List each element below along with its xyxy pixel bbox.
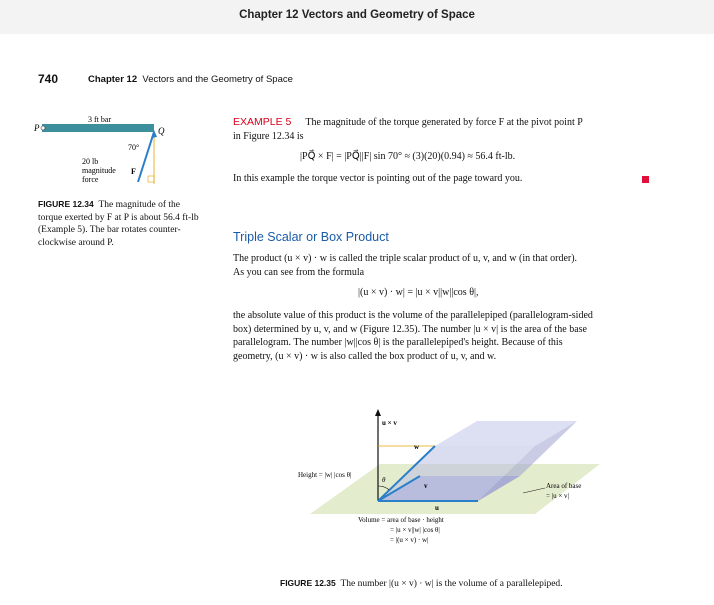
torque-equation: |PQ⃗ × F| = |PQ⃗||F| sin 70° ≈ (3)(20)(0.94) ≈ 56.4 ft-lb.	[300, 151, 516, 162]
figure-12-35-caption-text: The number |(u × v) · w| is the volume of a parallelepiped.	[340, 579, 563, 589]
force-desc-2: force	[82, 175, 99, 184]
cross-product-arrowhead	[375, 409, 381, 416]
u-label: u	[435, 504, 439, 512]
paragraph-line: the absolute value of this product is the volume of the parallelepiped (parallelogram-sided	[233, 310, 593, 321]
figure-12-34	[30, 114, 170, 194]
uxv-label: u × v	[382, 419, 397, 427]
paragraph-line: The product (u × v) · w is called the triple scalar product of u, v, and w (in that order).	[233, 253, 578, 264]
page-number: 740	[38, 72, 59, 86]
caption-line: (Example 5). The bar rotates counter-	[38, 225, 181, 235]
point-q-label: Q	[158, 126, 165, 136]
section-paragraph-2	[233, 309, 651, 363]
force-vector	[138, 132, 154, 182]
example-end-marker	[642, 176, 649, 183]
force-value: 20 lb	[82, 157, 99, 166]
document-title: Chapter 12 Vectors and Geometry of Space	[239, 9, 475, 21]
parallelepiped-top	[435, 421, 577, 446]
figure-12-35-label: FIGURE 12.35	[280, 578, 336, 588]
example-text: The magnitude of the torque generated by force F at the pivot point P	[305, 117, 583, 128]
figure-12-34-caption	[38, 198, 218, 249]
right-angle-mark	[148, 176, 154, 182]
example-label: EXAMPLE 5	[233, 116, 292, 128]
box-product-formula: |(u × v) · w| = |u × v||w||cos θ|,	[358, 287, 479, 298]
example-text: in Figure 12.34 is	[233, 130, 304, 142]
force-symbol: F	[131, 167, 136, 176]
caption-line: clockwise around P.	[38, 237, 114, 248]
paragraph-line: geometry, (u × v) · w is also called the box product of u, v, and w.	[233, 350, 497, 362]
section-paragraph-1	[233, 252, 651, 279]
figure-12-35-caption	[280, 577, 680, 591]
chapter-title: Vectors and the Geometry of Space	[142, 74, 293, 85]
point-p-label: P	[34, 123, 40, 133]
bar-label: 3 ft bar	[88, 115, 112, 124]
caption-line: torque exerted by F at P is about 56.4 ft-lb	[38, 212, 199, 223]
figure-12-35	[290, 404, 610, 544]
page[interactable]	[0, 34, 714, 605]
figure-12-34-label: FIGURE 12.34	[38, 199, 94, 209]
example-conclusion: In this example the torque vector is pointing out of the page toward you.	[233, 173, 523, 184]
paragraph-line: As you can see from the formula	[233, 266, 365, 278]
volume-line-3: = |(u × v) · w|	[390, 536, 429, 544]
v-label: v	[424, 482, 428, 490]
section-heading: Triple Scalar or Box Product	[233, 230, 389, 244]
angle-label: 70°	[128, 143, 140, 152]
volume-line-1: Volume = area of base · height	[358, 516, 444, 524]
running-header	[88, 74, 293, 85]
paragraph-line: box) determined by u, v, and w (Figure 12.35). The number |u × v| is the area of the base	[233, 323, 587, 335]
theta-label: θ	[382, 476, 386, 484]
paragraph-line: parallelogram. The number |w||cos θ| is the parallelepiped's height. Because of this	[233, 337, 563, 348]
pivot-point	[41, 126, 45, 130]
bar-shape	[42, 124, 154, 132]
area-label-1: Area of base	[546, 482, 582, 490]
example-5	[233, 116, 653, 143]
area-label-2: = |u × v|	[546, 492, 569, 500]
caption-line: The magnitude of the	[98, 200, 181, 210]
chapter-label: Chapter 12	[88, 74, 138, 85]
height-label: Height = |w| |cos θ|	[298, 471, 352, 479]
force-desc-1: magnitude	[82, 166, 116, 175]
w-label: w	[414, 443, 420, 451]
top-bar	[0, 0, 714, 32]
volume-line-2: = |u × v||w| |cos θ|	[390, 526, 440, 534]
